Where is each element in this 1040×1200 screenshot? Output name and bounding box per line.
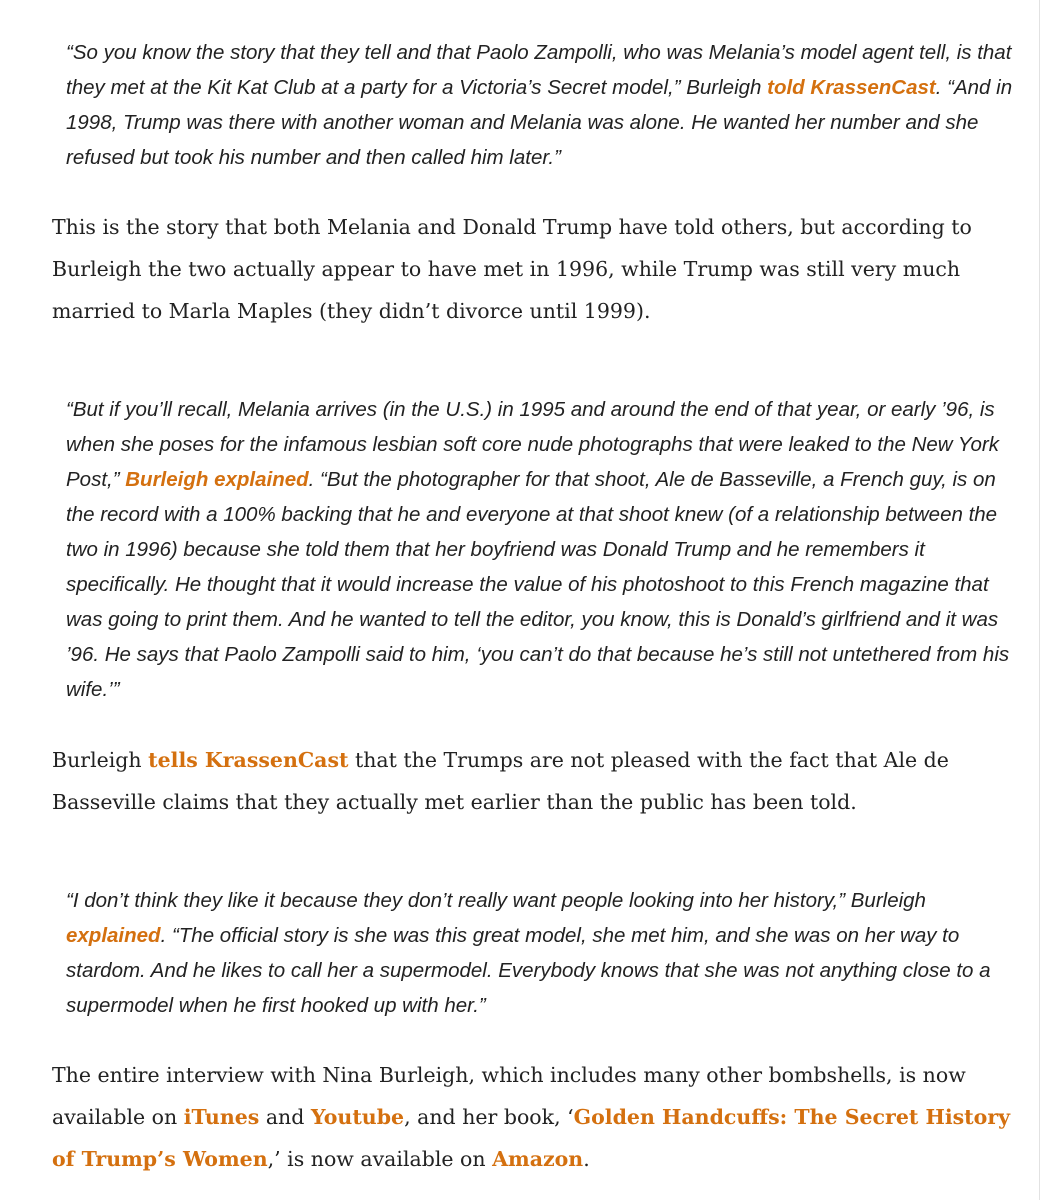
tells-krassencast-link[interactable]: tells KrassenCast bbox=[148, 748, 349, 772]
burleigh-explained-link[interactable]: Burleigh explained bbox=[125, 468, 309, 491]
quote-text: “But if you’ll recall, Melania arrives (in the U.S.) in 1995 and around the end of that year, or early ’96, is when she poses for the infamous lesbian soft core nude photographs that were leaked to the New York Post,” bbox=[66, 398, 999, 491]
quote-text: . “And in 1998, Trump was there with another woman and Melania was alone. He wanted her number and she refused but took his number and then called him later.” bbox=[66, 76, 1013, 169]
blockquote-zampolli bbox=[66, 35, 1016, 175]
paragraph-text: that the Trumps are not pleased with the fact that Ale de Basseville claims that they actually met earlier than the public has been told. bbox=[52, 748, 949, 814]
youtube-link[interactable]: Youtube bbox=[310, 1105, 405, 1129]
paragraph-text: Burleigh bbox=[52, 748, 149, 772]
told-krassencast-link[interactable]: told KrassenCast bbox=[767, 76, 936, 99]
paragraph-text: and bbox=[259, 1105, 311, 1129]
blockquote-photoshoot bbox=[66, 392, 1016, 707]
explained-link[interactable]: explained bbox=[66, 924, 161, 947]
golden-handcuffs-book-link[interactable]: Golden Handcuffs: The Secret History of Trump’s Women bbox=[52, 1105, 1011, 1171]
quote-text: “So you know the story that they tell and that Paolo Zampolli, who was Melania’s model agent tell, is that they met at the Kit Kat Club at a party for a Victoria’s Secret model,” Burleigh bbox=[66, 41, 1012, 99]
paragraph-interview-availability bbox=[52, 1054, 1012, 1180]
quote-text: . “The official story is she was this great model, she met him, and she was on her way to stardom. And he likes to call her a supermodel. Everybody knows that she was not anything close to a supermodel when he first hooked up with her.” bbox=[66, 924, 991, 1017]
paragraph-text: The entire interview with Nina Burleigh, which includes many other bombshells, is now available on bbox=[52, 1063, 966, 1129]
itunes-link[interactable]: iTunes bbox=[183, 1105, 260, 1129]
paragraph-text: . bbox=[583, 1147, 590, 1171]
paragraph-text: , and her book, ‘ bbox=[404, 1105, 574, 1129]
quote-text: “I don’t think they like it because they don’t really want people looking into her history,” Burleigh bbox=[66, 889, 926, 912]
amazon-link[interactable]: Amazon bbox=[492, 1147, 584, 1171]
paragraph-text: ,’ is now available on bbox=[267, 1147, 493, 1171]
paragraph-trumps-not-pleased bbox=[52, 739, 1012, 823]
paragraph-met-1996: This is the story that both Melania and Donald Trump have told others, but according to Burleigh the two actually appear to have met in 1996, while Trump was still very much married to Marla Maples (they didn’t divorce until 1999). bbox=[52, 215, 972, 323]
blockquote-supermodel bbox=[66, 883, 1016, 1023]
quote-text: . “But the photographer for that shoot, Ale de Basseville, a French guy, is on the record with a 100% backing that he and everyone at that shoot knew (of a relationship between the two in 1996) because she told them that her boyfriend was Donald Trump and he remembers it specifically. He thought that it would increase the value of his photoshoot to this French magazine that was going to print them. And he wanted to tell the editor, you know, this is Donald’s girlfriend and it was ’96. He says that Paolo Zampolli said to him, ‘you can’t do that because he’s still not untethered from his wife.’” bbox=[66, 468, 1010, 701]
